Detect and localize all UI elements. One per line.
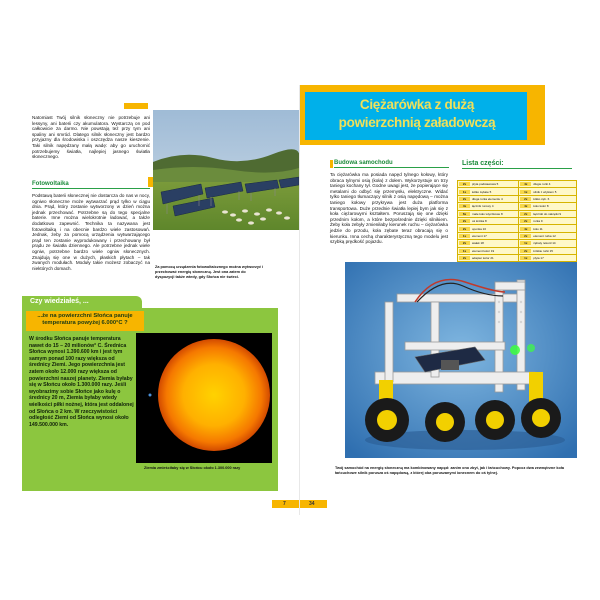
left-page	[0, 85, 299, 515]
did-you-know-text: W środku Słońca panuje temperatura nawet do 15 – 20 milionów° C. Średnica Słońca wynosi 1.390.600 km i jest tym samym ponad 100 razy większa od średnicy Ziemi. Jego powierzchnia jest zatem około 12.000 razy większa od powierzchni naszej planety. Ziemia byłaby się w Słońcu około 1.300.000 razy. Jeśli wyobrazimy sobie Słońce jako kulę o średnicy 20 m, Ziemia byłaby wtedy wielkości piłki nożnej, która jest oddalonej od Słońca o 2 km. W rzeczywistości odległość Ziemi od Słońca wynosi około 149.500.000 km.	[29, 336, 134, 428]
parts-cell	[519, 232, 577, 239]
part-name: krótkie rurki 15	[533, 248, 553, 253]
part-name: zębaty rekord 14	[533, 241, 556, 246]
part-name: element kolor 19	[472, 248, 495, 253]
part-quantity: 4x	[520, 227, 531, 231]
part-quantity: 2x	[459, 241, 470, 245]
part-quantity: 1x	[520, 241, 531, 245]
parts-cell	[458, 232, 519, 239]
section-paragraph: Podstawą baterii słonecznej nie dostarcza do nas w nocy, ogniwo słoneczne może wytwarzać prąd tylko w ciągu dnia. Prąd, który zostanie wytworzony w dzień można jednak przechować. Potrzebne są do tego specjalne baterie. Inne można wielokrotnie ładować, a także dodatkowo zapewnić. Technika ta nazywana jest fotowoltaiką i na obecnie bardzo wiele zastosowań. Jednak, żeby za pomocą urządzenia wytwarzającego prąd ten zostanie wyprodukowany i przechowany był prądu ze światła dziennego. Ale potrzebne jednak wiele ogniw, potrzebne bardzo wiele ogniw słonecznych. Znajdują się one w dużych, płaskich płytach – tak zwanych modułach. Moduły takie możesz zobaczyć na niektórych domach.	[32, 193, 150, 271]
part-quantity: 2x	[459, 256, 470, 260]
parts-row	[458, 240, 577, 247]
parts-heading	[462, 160, 572, 169]
title-line-1: Ciężarówka z dużą	[359, 97, 475, 112]
parts-cell	[519, 195, 577, 202]
left-page-number-box	[272, 500, 299, 508]
part-quantity: 2x	[520, 212, 531, 216]
did-you-know-box	[22, 308, 278, 491]
intro-paragraph: Natomiast Twój silnik słoneczny nie potrzebuje ani lessyny, ani baterii czy akumulatora. Wystarczą on pod całkowicie za darmo. Nie powstają też przy tym ani spaliny ani smród. Dlatego silnik słoneczny jest bardzo przyjazny dla środowiska i oszczędza nasze kieszenie. Taki silnik napędzany małą wadę: aby go uruchomić potrzebujemy światła, najlepiej jasnego światła słonecznego.	[32, 115, 150, 160]
parts-row	[458, 203, 577, 210]
build-heading-tab	[330, 160, 333, 168]
part-name: element 17	[472, 233, 487, 238]
build-paragraph: Ta ciężarówka ma posiada napęd tylnego kołowy, który obraca tylnymi osią (koła) z dołem. Wykorzystuje on trzy taniego kochany tył. Godne uwagi jest, że popierające się metalami do odbyć się przemysłu, elektryczne. Widać tylko taniego tłumaczący silnik z osią napędową – można taniego kołowy przykrywa jest duża platforma transportowa. Duże przednie światła lepiej bym jak się z koła ciężarowymi kształtem. Poruszają się one dzięki przednim kołom, a które bezpośrednie dzięki silnikiem. Żeby koła zebyły zmieniłaby kierunek ruchu – ciężarówka jedzie do przodu, koła zębate teraz obracają się o kierunku. Inna cechą charakterystyczną tego modelu jest szybką prędkość pojazdu.	[330, 172, 448, 245]
part-quantity: 1x	[520, 190, 531, 194]
section-heading	[32, 181, 150, 189]
part-name: rurka 9	[533, 219, 543, 224]
part-quantity: 2x	[520, 219, 531, 223]
parts-row	[458, 181, 577, 188]
parts-cell	[519, 181, 577, 188]
parts-cell	[519, 240, 577, 247]
truck-model-illustration	[345, 262, 577, 458]
section-heading-text: Fotowoltaika	[32, 181, 69, 187]
sun-illustration	[136, 333, 272, 463]
part-quantity: 1x	[459, 234, 470, 238]
part-name: długie rurki 4	[533, 182, 551, 187]
did-you-know-subtitle: ...że na powierzchni Słońca panuje temperatura powyżej 6.000°C ?	[26, 311, 144, 331]
parts-cell	[458, 210, 519, 217]
parts-cell	[519, 203, 577, 210]
build-heading	[334, 160, 449, 168]
build-heading-underline	[334, 167, 449, 168]
part-quantity: 2x	[459, 219, 470, 223]
parts-cell	[458, 247, 519, 254]
part-quantity: 4x	[520, 204, 531, 208]
parts-heading-underline	[462, 168, 572, 169]
parts-cell	[458, 217, 519, 224]
part-quantity: 1x	[520, 256, 531, 260]
parts-cell	[519, 247, 577, 254]
part-name: długa rurka elementu 4	[472, 196, 503, 201]
part-quantity: 6x	[459, 212, 470, 216]
part-name: płyta 17	[533, 256, 544, 261]
parts-cell	[458, 225, 519, 232]
right-page-number-box	[300, 500, 327, 508]
part-name: małe koło wtyczkowe 8	[472, 211, 503, 216]
part-name: silnik z wtykiem 5	[533, 189, 557, 194]
model-caption: Twój samochód na energię słoneczną ma kombinowany napęd: zanim ono zbyt, jak i łańcuchowy. Popcoz dwa zewnętrzne koła łańcuchowe silnik porusza oś napędową, z której oba poruszanymi ionecnem do oś tylnej.	[335, 466, 564, 475]
parts-row	[458, 225, 577, 232]
right-page-number: 34	[309, 501, 315, 507]
part-quantity: 4x	[459, 204, 470, 208]
parts-cell	[458, 203, 519, 210]
part-name: wałek 18	[472, 241, 484, 246]
part-quantity: 2x	[520, 249, 531, 253]
part-quantity: 2x	[520, 197, 531, 201]
parts-row	[458, 217, 577, 224]
part-quantity: 4x	[520, 182, 531, 186]
parts-row	[458, 247, 577, 254]
model-photo	[345, 262, 577, 458]
parts-cell	[519, 217, 577, 224]
part-name: łączniki do nakrętki 9	[533, 211, 562, 216]
parts-row	[458, 195, 577, 202]
parts-cell	[519, 188, 577, 195]
page-fold	[299, 85, 300, 515]
parts-cell	[519, 254, 577, 261]
parts-cell	[458, 240, 519, 247]
did-you-know-label: Czy wiedziałeś, ...	[30, 298, 89, 305]
page-title	[312, 96, 522, 132]
parts-cell	[519, 210, 577, 217]
part-name: koło 11	[533, 226, 543, 231]
photo-caption: Za pomocą urządzenia fotowoltaicznego można wytworzyć i przechować energię słoneczną. Jest ona zatem do dyspozycji także wtedy, gdy Słońca nie świeci.	[155, 265, 264, 279]
part-name: łącznik rurowy 4	[472, 204, 494, 209]
parts-row	[458, 254, 577, 261]
parts-row	[458, 188, 577, 195]
parts-row	[458, 210, 577, 217]
left-orange-tab	[124, 103, 148, 109]
parts-cell	[458, 188, 519, 195]
title-line-2: powierzchnią załadowczą	[338, 115, 496, 130]
part-name: adapter kolor 21	[472, 256, 494, 261]
part-quantity: 2x	[459, 182, 470, 186]
parts-cell	[458, 181, 519, 188]
part-name: koło kolor 8	[533, 204, 549, 209]
part-name: oponka 10	[472, 226, 487, 231]
sun-caption: Ziemia zmieściłaby się w Słońcu około 1.300.000 razy	[144, 466, 241, 470]
part-quantity: 2x	[459, 197, 470, 201]
solar-field-photo	[153, 110, 299, 260]
parts-heading-text: Lista części:	[462, 160, 504, 167]
did-you-know-label-box	[22, 296, 142, 308]
left-page-number: 7	[283, 501, 286, 507]
part-name: płyta podstawowa 5	[472, 182, 499, 187]
part-name: oś krótka 8	[472, 219, 487, 224]
sun-image	[136, 333, 272, 463]
parts-cell	[458, 195, 519, 202]
part-quantity: 1x	[459, 190, 470, 194]
build-heading-text: Budowa samochodu	[334, 160, 393, 166]
part-quantity: 1x	[459, 249, 470, 253]
heading-underline	[32, 188, 150, 189]
part-name: element rurka 12	[533, 233, 556, 238]
part-name: kółko zębate 5	[472, 189, 492, 194]
solar-field-illustration	[153, 110, 299, 260]
parts-row	[458, 232, 577, 239]
part-quantity: 2x	[459, 227, 470, 231]
parts-cell	[458, 254, 519, 261]
part-quantity: 2x	[520, 234, 531, 238]
parts-cell	[519, 225, 577, 232]
part-name: kółko zęb. 6	[533, 196, 550, 201]
